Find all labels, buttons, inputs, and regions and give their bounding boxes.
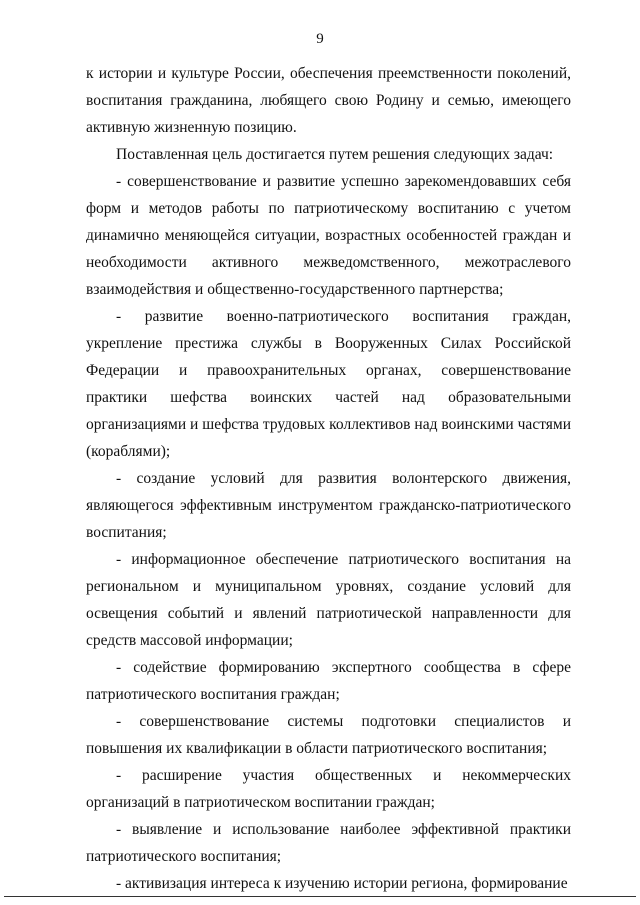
paragraph-continuation: к истории и культуре России, обеспечения преемственности поколений, воспитания гражданина, любящего свою Родину и семью, имеющего активную жизненную позицию.: [86, 65, 571, 136]
list-item-task: - совершенствование и развитие успешно зарекомендовавших себя форм и методов работы по патриотическому воспитанию с учетом динамично меняющейся ситуации, возрастных особенностей граждан и необходимости активного межведомственного, межотраслевого взаимодействия и общественно-государственного партнерства;: [86, 173, 571, 298]
document-body: [86, 60, 571, 897]
list-item-task: - содействие формированию экспертного сообщества в сфере патриотического воспитания граждан;: [86, 659, 571, 703]
list-item-task: - создание условий для развития волонтерского движения, являющегося эффективным инструментом гражданско-патриотического воспитания;: [86, 470, 571, 541]
page-bottom-divider: [4, 896, 636, 897]
paragraph-goal-statement: Поставленная цель достигается путем решения следующих задач:: [116, 146, 554, 163]
list-item-task: - информационное обеспечение патриотического воспитания на региональном и муниципальном уровнях, создание условий для освещения событий и явлений патриотической направленности для средств массовой информации;: [86, 551, 571, 649]
list-item-task: - расширение участия общественных и некоммерческих организаций в патриотическом воспитании граждан;: [86, 767, 571, 811]
list-item-task: - совершенствование системы подготовки специалистов и повышения их квалификации в области патриотического воспитания;: [86, 713, 571, 757]
list-item-task: - выявление и использование наиболее эффективной практики патриотического воспитания;: [86, 821, 571, 865]
list-item-task: - развитие военно-патриотического воспитания граждан, укрепление престижа службы в Вооруженных Силах Российской Федерации и правоохранительных органах, совершенствование практики шефства воинских частей над образовательными организациями и шефства трудовых коллективов над воинскими частями (кораблями);: [86, 308, 571, 460]
page-number: 9: [316, 31, 324, 47]
list-item-task: - активизация интереса к изучению истории региона, формирование: [116, 875, 568, 892]
